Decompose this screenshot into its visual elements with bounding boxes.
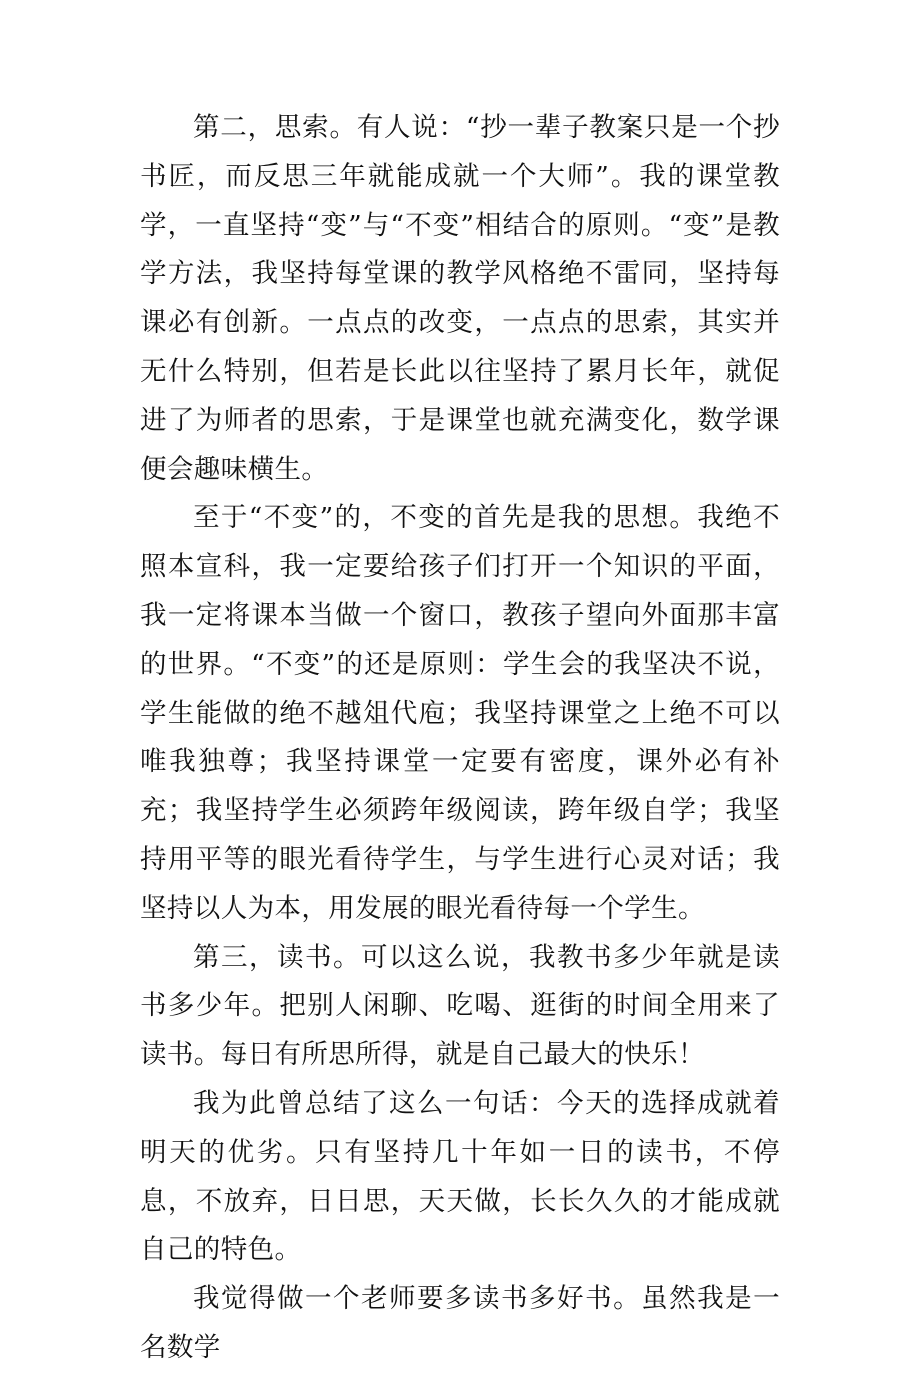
paragraph-teacher-reading: 我觉得做一个老师要多读书多好书。虽然我是一名数学	[140, 1283, 780, 1363]
paragraph-unchanging: 至于“不变”的，不变的首先是我的思想。我绝不照本宣科，我一定要给孩子们打开一个知识的平面，我一定将课本当做一个窗口，教孩子望向外面那丰富的世界。“不变”的还是原则：学生会的我坚决不说，学生能做的绝不越俎代庖；我坚持课堂之上绝不可以唯我独尊；我坚持课堂一定要有密度，课外必有补充；我坚持学生必须跨年级阅读，跨年级自学；我坚持用平等的眼光看待学生，与学生进行心灵对话；我坚持以人为本，用发展的眼光看待每一个学生。	[140, 502, 780, 924]
body-text	[140, 104, 780, 1373]
paragraph-reading: 第三，读书。可以这么说，我教书多少年就是读书多少年。把别人闲聊、吃喝、逛街的时间全用来了读书。每日有所思所得，就是自己最大的快乐！	[140, 941, 780, 1071]
paragraph-reflection: 第二，思索。有人说：“抄一辈子教案只是一个抄书匠，而反思三年就能成就一个大师”。我的课堂教学，一直坚持“变”与“不变”相结合的原则。“变”是教学方法，我坚持每堂课的教学风格绝不雷同，坚持每课必有创新。一点点的改变，一点点的思索，其实并无什么特别，但若是长此以往坚持了累月长年，就促进了为师者的思索，于是课堂也就充满变化，数学课便会趣味横生。	[140, 112, 780, 485]
paragraph-summary: 我为此曾总结了这么一句话：今天的选择成就着明天的优劣。只有坚持几十年如一日的读书，不停息，不放弃，日日思，天天做，长长久久的才能成就自己的特色。	[140, 1087, 780, 1266]
